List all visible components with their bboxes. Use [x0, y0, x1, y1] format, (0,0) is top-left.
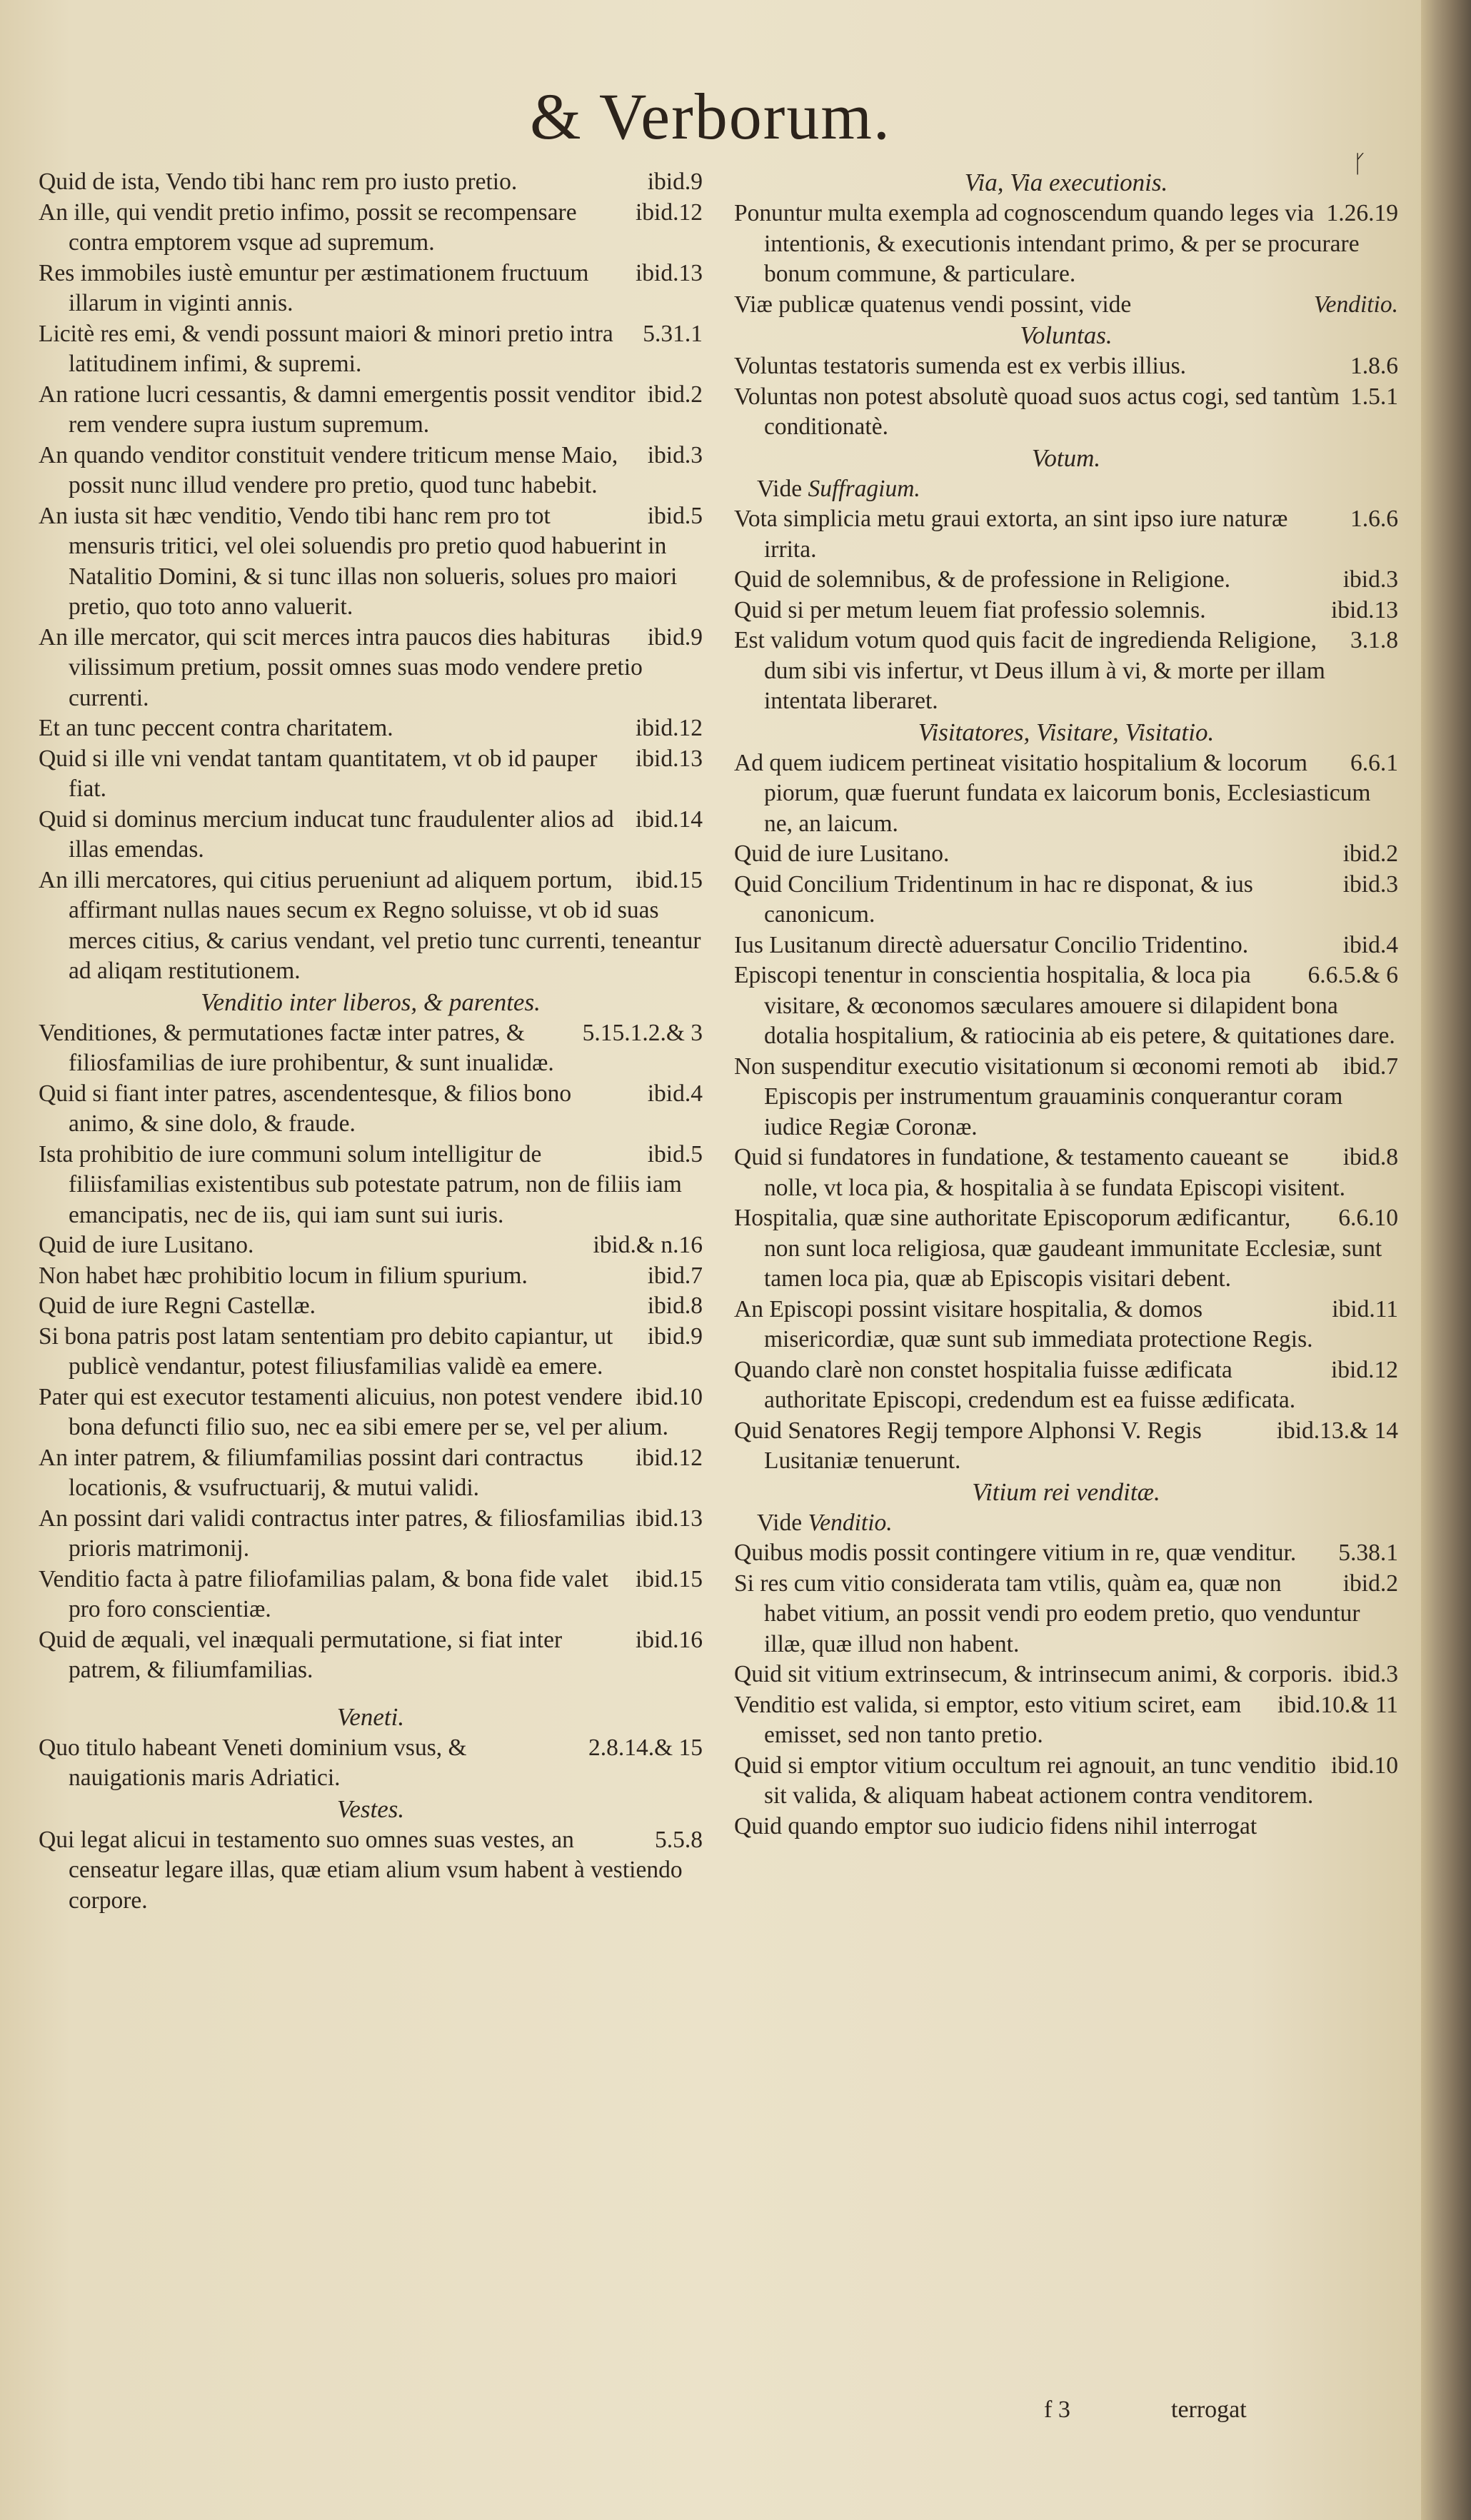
- entry-text: Ad quem iudicem pertineat visitatio hospitalium & locorum piorum, quæ fuerunt fundata ex laicorum bonis, Ecclesiasticum ne, an laicum.: [734, 749, 1371, 837]
- index-entry: [39, 1443, 703, 1504]
- index-entry: [734, 1052, 1398, 1143]
- entry-text: Est validum votum quod quis facit de ingredienda Religione, dum sibi vis infertur, vt Deus illum à vi, & morte per illam intentata liberaret.: [734, 627, 1325, 714]
- entry-reference: ibid.12: [636, 199, 703, 226]
- entry-text: Quid de solemnibus, & de professione in Religione.: [734, 566, 1231, 593]
- entry-reference: ibid.13: [1331, 596, 1398, 623]
- index-heading: Veneti.: [336, 1702, 405, 1731]
- entry-text: Et an tunc peccent contra charitatem.: [39, 715, 393, 741]
- entry-text: Quo titulo habeant Veneti dominium vsus, & nauigationis maris Adriatici.: [39, 1734, 467, 1791]
- entry-reference: ibid.15: [636, 866, 703, 893]
- entry-text: Venditio facta à patre filiofamilias palam, & bona fide valet pro foro conscientiæ.: [39, 1565, 609, 1622]
- index-entry: [734, 1416, 1398, 1477]
- index-entry: [39, 713, 703, 744]
- entry-text: Quibus modis possit contingere vitium in re, quæ venditur.: [734, 1540, 1297, 1566]
- index-entry: [734, 382, 1398, 443]
- see-label: Vide: [757, 475, 803, 502]
- index-heading: Votum.: [1031, 443, 1101, 472]
- index-entry: [39, 258, 703, 319]
- entry-reference: ibid.2: [647, 381, 703, 408]
- index-entry: [39, 1140, 703, 1231]
- index-entry: [39, 501, 703, 623]
- index-entry: [734, 199, 1398, 290]
- index-entry: [39, 1018, 703, 1079]
- entry-reference: 5.15.1.2.& 3: [582, 1019, 703, 1046]
- entry-reference: ibid.13.& 14: [1276, 1417, 1398, 1444]
- entry-text: An ratione lucri cessantis, & damni emergentis possit venditor rem vendere supra iustum supremum.: [39, 381, 636, 438]
- index-entry: [734, 351, 1398, 382]
- entry-reference: 5.5.8: [655, 1826, 703, 1853]
- index-entry: [734, 565, 1398, 596]
- entry-reference: ibid.& n.16: [593, 1232, 703, 1258]
- index-entry: [39, 1291, 703, 1322]
- index-entry: [734, 839, 1398, 870]
- entry-reference: ibid.10.& 11: [1277, 1691, 1398, 1718]
- ornament-mark: ᚴ: [1352, 151, 1367, 178]
- entry-reference: ibid.12: [636, 1444, 703, 1471]
- entry-text: Hospitalia, quæ sine authoritate Episcoporum ædificantur, non sunt loca religiosa, quæ gaudeant immunitate Ecclesiæ, sunt tamen loca pia, quæ ab Episcopis visitari debent.: [734, 1205, 1382, 1292]
- entry-text: Quid Senatores Regij tempore Alphonsi V. Regis Lusitaniæ tenuerunt.: [734, 1417, 1202, 1474]
- entry-reference: 1.8.6: [1350, 353, 1398, 379]
- index-entry: [39, 1079, 703, 1140]
- entry-reference: Venditio.: [1313, 291, 1398, 318]
- book-gutter: [1421, 0, 1471, 2520]
- entry-text: An possint dari validi contractus inter patres, & filiosfamilias prioris matrimonij.: [39, 1505, 626, 1562]
- entry-reference: 1.26.19: [1326, 200, 1398, 226]
- index-entry: [39, 1565, 703, 1625]
- entry-text: Viæ publicæ quatenus vendi possint, vide: [734, 291, 1132, 318]
- entry-reference: 5.38.1: [1338, 1540, 1398, 1566]
- entry-text: Quid si ille vni vendat tantam quantitatem, vt ob id pauper fiat.: [39, 745, 598, 802]
- entry-text: Quid de ista, Vendo tibi hanc rem pro iusto pretio.: [39, 169, 518, 195]
- entry-text: Venditiones, & permutationes factæ inter patres, & filiosfamilias de iure prohibentur, & sunt inualidæ.: [39, 1019, 554, 1076]
- entry-reference: ibid.8: [647, 1292, 703, 1319]
- index-entry: [734, 1355, 1398, 1416]
- index-heading: Vitium rei venditæ.: [972, 1477, 1160, 1506]
- catchword: terrogat: [1171, 2396, 1247, 2423]
- see-label: Vide: [757, 1509, 803, 1536]
- index-heading: Voluntas.: [1020, 321, 1113, 349]
- index-entry: [734, 930, 1398, 961]
- index-heading: Via, Via executionis.: [964, 169, 1168, 196]
- cross-reference: [734, 474, 1398, 505]
- entry-text: Ius Lusitanum directè aduersatur Concilio Tridentino.: [734, 931, 1249, 958]
- entry-reference: ibid.3: [1342, 1661, 1398, 1687]
- entry-reference: ibid.4: [1342, 931, 1398, 958]
- entry-text: Episcopi tenentur in conscientia hospitalia, & loca pia visitare, & œconomos sæculares amouere si dilapident bona dotalia hospitalium, & ratiocinia ab eis petere, & quitationes dare.: [734, 962, 1395, 1049]
- entry-reference: ibid.12: [1331, 1356, 1398, 1383]
- entry-text: Quid si fiant inter patres, ascendentesque, & filios bono animo, & sine dolo, & fraude.: [39, 1080, 572, 1137]
- entry-reference: 6.6.10: [1338, 1205, 1398, 1231]
- entry-reference: ibid.10: [1331, 1752, 1398, 1779]
- entry-reference: ibid.7: [1342, 1053, 1398, 1080]
- entry-reference: ibid.14: [636, 805, 703, 833]
- entry-text: An ille mercator, qui scit merces intra paucos dies habituras vilissimum pretium, possit omnes suas modo vendere pretio currenti.: [39, 623, 643, 711]
- entry-reference: ibid.15: [636, 1565, 703, 1592]
- see-target: Suffragium.: [808, 475, 920, 502]
- cross-reference: [734, 1508, 1398, 1539]
- entry-reference: ibid.5: [647, 1140, 703, 1168]
- entry-text: Quid sit vitium extrinsecum, & intrinsecum animi, & corporis.: [734, 1661, 1333, 1687]
- entry-reference: 1.5.1: [1350, 383, 1398, 410]
- entry-reference: ibid.3: [647, 441, 703, 468]
- entry-reference: ibid.11: [1332, 1295, 1398, 1322]
- entry-text: An illi mercatores, qui citius perueniunt ad aliquem portum, affirmant nullas naues secum ex Regno soluisse, vt ob id suas merces citius, & carius vendant, vel pretio tunc currenti, teneantur ad aliqam restitutionem.: [39, 866, 701, 984]
- index-entry: [39, 1625, 703, 1686]
- index-heading: Vestes.: [336, 1794, 405, 1823]
- entry-reference: 3.1.8: [1350, 627, 1398, 653]
- index-entry: [39, 1322, 703, 1382]
- index-entry: [734, 1812, 1398, 1842]
- index-entry: [39, 1261, 703, 1292]
- index-column-left: [39, 167, 703, 2395]
- index-entry: [39, 865, 703, 987]
- index-entry: [39, 744, 703, 805]
- entry-text: Non habet hæc prohibitio locum in filium spurium.: [39, 1262, 528, 1289]
- entry-reference: ibid.3: [1342, 566, 1398, 593]
- entry-text: Voluntas testatoris sumenda est ex verbis illius.: [734, 353, 1187, 379]
- entry-text: Quid de æquali, vel inæquali permutatione, si fiat inter patrem, & filiumfamilias.: [39, 1626, 563, 1683]
- index-entry: [39, 167, 703, 198]
- index-entry: [39, 441, 703, 501]
- entry-text: An inter patrem, & filiumfamilias possint dari contractus locationis, & vsufructuarij, & mutui validi.: [39, 1444, 583, 1501]
- entry-reference: 6.6.5.& 6: [1307, 962, 1398, 988]
- entry-reference: ibid.9: [647, 169, 703, 195]
- entry-text: Quid de iure Lusitano.: [39, 1232, 254, 1258]
- index-entry: [39, 623, 703, 714]
- index-entry: [39, 1504, 703, 1565]
- entry-text: Licitè res emi, & vendi possunt maiori & minori pretio intra latitudinem infimi, & supremi.: [39, 320, 613, 377]
- running-head: & Verborum.: [530, 80, 891, 153]
- entry-reference: ibid.13: [636, 1505, 703, 1532]
- entry-text: Vota simplicia metu graui extorta, an sint ipso iure naturæ irrita.: [734, 506, 1288, 563]
- entry-reference: ibid.8: [1342, 1144, 1398, 1170]
- index-entry: [734, 1690, 1398, 1751]
- entry-text: Pater qui est executor testamenti alicuius, non potest vendere bona defuncti filio suo, nec ea sibi emere per se, vel per alium.: [39, 1383, 668, 1440]
- entry-text: Quid quando emptor suo iudicio fidens nihil interrogat: [734, 1812, 1257, 1839]
- index-entry: [39, 1382, 703, 1443]
- entry-text: Quid si fundatores in fundatione, & testamento caueant se nolle, vt loca pia, & hospitalia à se fundata Episcopi visitent.: [734, 1144, 1346, 1201]
- index-heading: Venditio inter liberos, & parentes.: [201, 988, 541, 1016]
- entry-text: Ponuntur multa exempla ad cognoscendum quando leges via intentionis, & executionis intendant primo, & per se procurare bonum commune, & particulare.: [734, 200, 1360, 287]
- index-entry: [39, 319, 703, 380]
- entry-reference: ibid.2: [1342, 840, 1398, 867]
- entry-reference: ibid.13: [636, 745, 703, 772]
- see-target: Venditio.: [808, 1509, 893, 1536]
- entry-reference: ibid.12: [636, 715, 703, 741]
- signature-mark: f 3: [1044, 2396, 1070, 2423]
- entry-reference: ibid.7: [647, 1262, 703, 1289]
- entry-reference: 5.31.1: [643, 320, 703, 347]
- entry-reference: ibid.9: [647, 1322, 703, 1350]
- entry-reference: ibid.3: [1342, 870, 1398, 898]
- entry-text: Si res cum vitio considerata tam vtilis, quàm ea, quæ non habet vitium, an possit vendi pro eodem pretio, quo venduntur illæ, quæ illud non habent.: [734, 1570, 1360, 1657]
- entry-text: Non suspenditur executio visitationum si œconomi remoti ab Episcopis per instrumentum grauaminis conquerantur coram iudice Regiæ Coronæ.: [734, 1053, 1343, 1140]
- index-entry: [734, 596, 1398, 626]
- entry-reference: 2.8.14.& 15: [588, 1734, 703, 1761]
- index-entry: [734, 1569, 1398, 1660]
- index-entry: [39, 1825, 703, 1917]
- entry-reference: ibid.2: [1342, 1570, 1398, 1597]
- index-entry: [734, 1660, 1398, 1690]
- entry-text: An Episcopi possint visitare hospitalia, & domos misericordiæ, quæ sunt sub immediata protectione Regis.: [734, 1295, 1313, 1352]
- entry-reference: ibid.10: [636, 1383, 703, 1410]
- index-entry: [39, 805, 703, 865]
- entry-reference: ibid.13: [636, 259, 703, 286]
- entry-text: Quid si dominus mercium inducat tunc fraudulenter alios ad illas emendas.: [39, 805, 614, 863]
- index-entry: [734, 1143, 1398, 1203]
- index-entry: [39, 1230, 703, 1261]
- index-entry: [734, 290, 1398, 321]
- entry-text: Ista prohibitio de iure communi solum intelligitur de filiisfamilias existentibus sub potestate patrum, non de filiis iam emancipatis, nec de iis, qui iam sunt sui iuris.: [39, 1140, 682, 1228]
- entry-reference: 1.6.6: [1350, 506, 1398, 532]
- index-entry: [734, 1538, 1398, 1569]
- index-entry: [734, 870, 1398, 930]
- index-entry: [734, 1203, 1398, 1295]
- index-entry: [734, 1751, 1398, 1812]
- entry-reference: ibid.9: [647, 623, 703, 651]
- entry-text: Quid de iure Lusitano.: [734, 840, 950, 867]
- index-entry: [734, 504, 1398, 565]
- index-entry: [734, 748, 1398, 840]
- entry-text: Venditio est valida, si emptor, esto vitium sciret, eam emisset, sed non tanto pretio.: [734, 1691, 1242, 1748]
- index-entry: [39, 198, 703, 258]
- index-heading: Visitatores, Visitare, Visitatio.: [918, 718, 1215, 746]
- entry-text: An ille, qui vendit pretio infimo, possit se recompensare contra emptorem vsque ad supremum.: [39, 199, 577, 256]
- entry-text: Qui legat alicui in testamento suo omnes suas vestes, an censeatur legare illas, quæ etiam alium vsum habent à vestiendo corpore.: [39, 1826, 683, 1914]
- entry-text: An quando venditor constituit vendere triticum mense Maio, possit nunc illud vendere pro pretio, quod tunc habebit.: [39, 441, 618, 498]
- entry-text: An iusta sit hæc venditio, Vendo tibi hanc rem pro tot mensuris tritici, vel olei soluendis pro pretio quod habuerint in Natalitio Domini, & si tunc illas non solueris, solues pro maiori pretio, quo toto anno valuerit.: [39, 502, 678, 620]
- index-entry: [39, 380, 703, 441]
- entry-reference: ibid.16: [636, 1626, 703, 1653]
- entry-text: Quid de iure Regni Castellæ.: [39, 1292, 316, 1319]
- index-column-right: [734, 167, 1398, 2395]
- entry-text: Quid si emptor vitium occultum rei agnouit, an tunc venditio sit valida, & aliquam habeat actionem contra venditorem.: [734, 1752, 1317, 1809]
- index-entry: [734, 626, 1398, 717]
- entry-text: Voluntas non potest absolutè quoad suos actus cogi, sed tantùm conditionatè.: [734, 383, 1340, 440]
- entry-reference: ibid.5: [647, 502, 703, 529]
- entry-text: Si bona patris post latam sententiam pro debito capiantur, ut publicè vendantur, potest filiusfamilias validè ea emere.: [39, 1322, 613, 1380]
- index-entry: [734, 1295, 1398, 1355]
- entry-text: Quando clarè non constet hospitalia fuisse ædificata authoritate Episcopi, credendum est ea fuisse ædificata.: [734, 1356, 1296, 1413]
- index-entry: [734, 960, 1398, 1052]
- entry-reference: 6.6.1: [1350, 749, 1398, 776]
- entry-text: Quid si per metum leuem fiat professio solemnis.: [734, 596, 1206, 623]
- index-entry: [39, 1733, 703, 1794]
- entry-text: Quid Concilium Tridentinum in hac re disponat, & ius canonicum.: [734, 870, 1253, 928]
- entry-text: Res immobiles iustè emuntur per æstimationem fructuum illarum in viginti annis.: [39, 259, 589, 316]
- entry-reference: ibid.4: [647, 1080, 703, 1107]
